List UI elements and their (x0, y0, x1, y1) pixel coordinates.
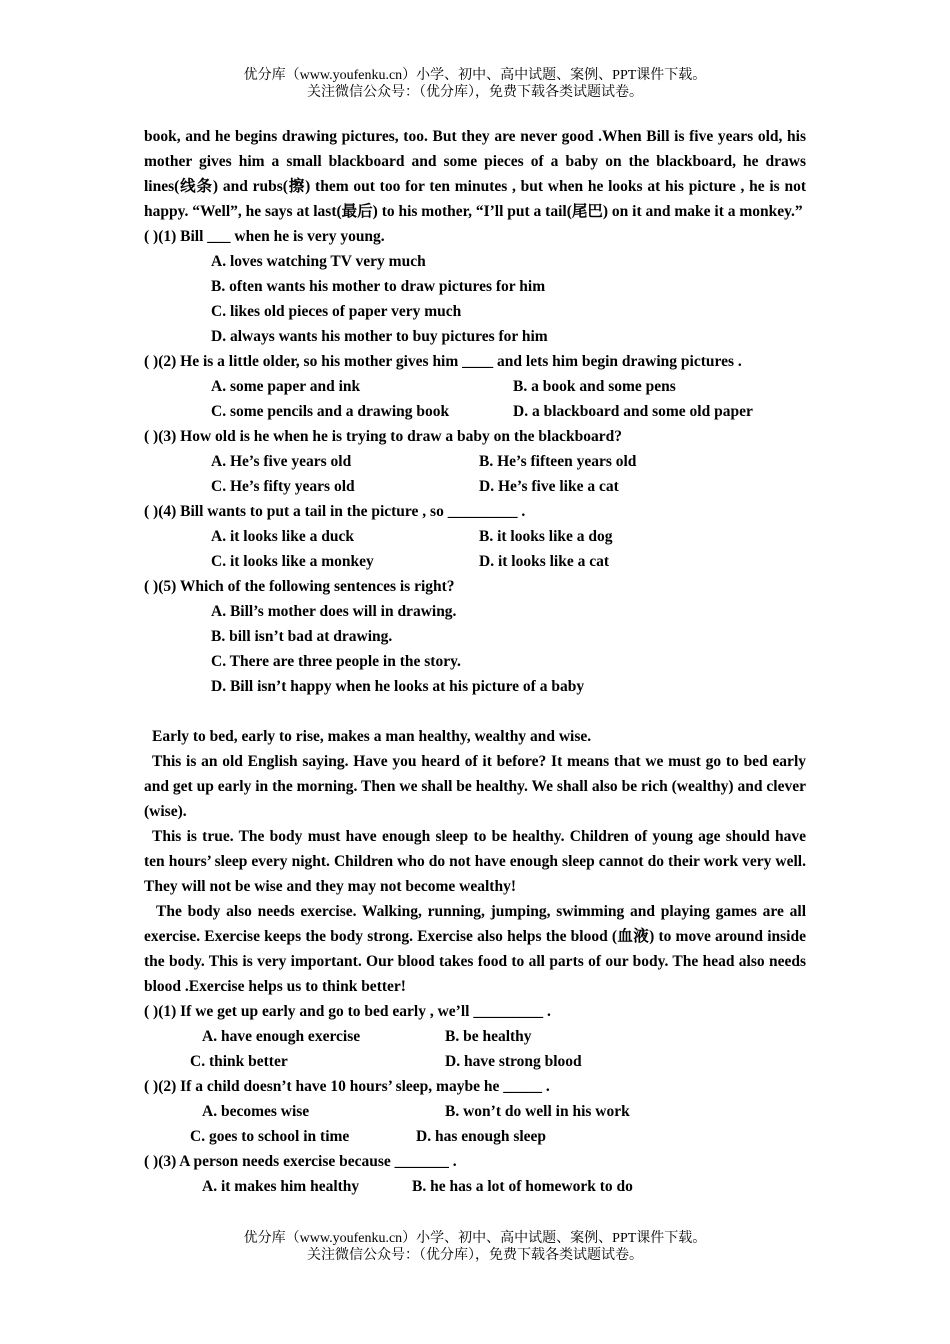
passage1-text: book, and he begins drawing pictures, too. But they are never good .When Bill is five years old, his mother gives him a small blackboard and some pieces of a baby on the blackboard, he draws lines(线条) and rubs(擦) them out too for ten minutes , but when he looks at his picture , he is not happy. “Well”, he says at last(最后) to his mother, “I’ll put a tail(尾巴) on it and make it a monkey.” (144, 128, 806, 220)
p1-q1-stem: ( )(1) Bill ___ when he is very young. (144, 228, 385, 245)
footer-line-2: 关注微信公众号：（优分库），免费下载各类试题试卷。 (307, 1248, 643, 1263)
p1-q5-stem: ( )(5) Which of the following sentences is right? (144, 578, 455, 595)
p2-q2-stem: ( )(2) If a child doesn’t have 10 hours’ sleep, maybe he _____ . (144, 1078, 550, 1095)
p2-q3-stem: ( )(3) A person needs exercise because _______ . (144, 1153, 457, 1170)
passage2-paragraph-2: This is true. The body must have enough sleep to be healthy. Children of young age should have ten hours’ sleep every night. Children who do not have enough sleep cannot do their work very well. They will not be wise and they may not become wealthy! (144, 828, 806, 895)
p2-q1-option-a: A. have enough exercise (202, 1028, 361, 1045)
p1-q5-option-b: B. bill isn’t bad at drawing. (211, 628, 393, 645)
page-footer (0, 1230, 950, 1264)
p1-q3-stem: ( )(3) How old is he when he is trying to draw a baby on the blackboard? (144, 428, 622, 445)
p1-q5-option-d: D. Bill isn’t happy when he looks at his picture of a baby (211, 678, 585, 695)
spacer (144, 699, 806, 724)
p1-q1-option-d: D. always wants his mother to buy pictures for him (211, 328, 548, 345)
p1-q3-option-a: A. He’s five years old (211, 453, 352, 470)
p2-q3-option-a: A. it makes him healthy (202, 1178, 360, 1195)
passage2-paragraph-1: This is an old English saying. Have you heard of it before? It means that we must go to bed early and get up early in the morning. Then we shall be healthy. We shall also be rich (wealthy) and clever (wise). (144, 753, 806, 820)
p1-q1-option-c: C. likes old pieces of paper very much (211, 303, 462, 320)
p1-q2-option-d: D. a blackboard and some old paper (513, 403, 753, 420)
p1-q3-option-b: B. He’s fifteen years old (479, 453, 637, 470)
p1-q4-stem: ( )(4) Bill wants to put a tail in the picture , so _________ . (144, 503, 526, 520)
footer-line-1: 优分库（www.youfenku.cn）小学、初中、高中试题、案例、PPT课件下载。 (243, 1231, 707, 1246)
p2-q2-option-c: C. goes to school in time (190, 1128, 350, 1145)
p2-q1-option-b: B. be healthy (445, 1028, 532, 1045)
p2-q2-option-b: B. won’t do well in his work (445, 1103, 630, 1120)
passage2-title: Early to bed, early to rise, makes a man healthy, wealthy and wise. (152, 728, 592, 745)
p1-q2-stem: ( )(2) He is a little older, so his mother gives him ____ and lets him begin drawing pictures . (144, 353, 742, 370)
p1-q2-option-a: A. some paper and ink (211, 378, 361, 395)
p1-q1-option-b: B. often wants his mother to draw pictures for him (211, 278, 546, 295)
p1-q1-option-a: A. loves watching TV very much (211, 253, 426, 270)
p1-q4-option-d: D. it looks like a cat (479, 553, 610, 570)
p2-q1-option-d: D. have strong blood (445, 1053, 582, 1070)
p1-q4-option-c: C. it looks like a monkey (211, 553, 374, 570)
p1-q5-option-c: C. There are three people in the story. (211, 653, 461, 670)
p1-q4-option-a: A. it looks like a duck (211, 528, 354, 545)
p2-q2-option-a: A. becomes wise (202, 1103, 310, 1120)
page-header (0, 67, 950, 101)
p2-q3-option-b: B. he has a lot of homework to do (412, 1178, 633, 1195)
p1-q4-option-b: B. it looks like a dog (479, 528, 613, 545)
header-line-2: 关注微信公众号：（优分库），免费下载各类试题试卷。 (307, 85, 643, 100)
p2-q1-option-c: C. think better (190, 1053, 288, 1070)
p1-q2-option-b: B. a book and some pens (513, 378, 676, 395)
passage2-paragraph-3: The body also needs exercise. Walking, running, jumping, swimming and playing games are all exercise. Exercise keeps the body strong. Exercise also helps the blood (血液) to move around inside the body. This is very important. Our blood takes food to all parts of our body. The head also needs blood .Exercise helps us to think better! (144, 903, 806, 995)
p2-q1-stem: ( )(1) If we get up early and go to bed early , we’ll _________ . (144, 1003, 551, 1020)
p1-q3-option-d: D. He’s five like a cat (479, 478, 619, 495)
p1-q5-option-a: A. Bill’s mother does will in drawing. (211, 603, 457, 620)
document-body (144, 124, 806, 1199)
p1-q3-option-c: C. He’s fifty years old (211, 478, 355, 495)
p2-q2-option-d: D. has enough sleep (416, 1128, 547, 1145)
header-line-1: 优分库（www.youfenku.cn）小学、初中、高中试题、案例、PPT课件下载。 (243, 68, 707, 83)
p1-q2-option-c: C. some pencils and a drawing book (211, 403, 450, 420)
